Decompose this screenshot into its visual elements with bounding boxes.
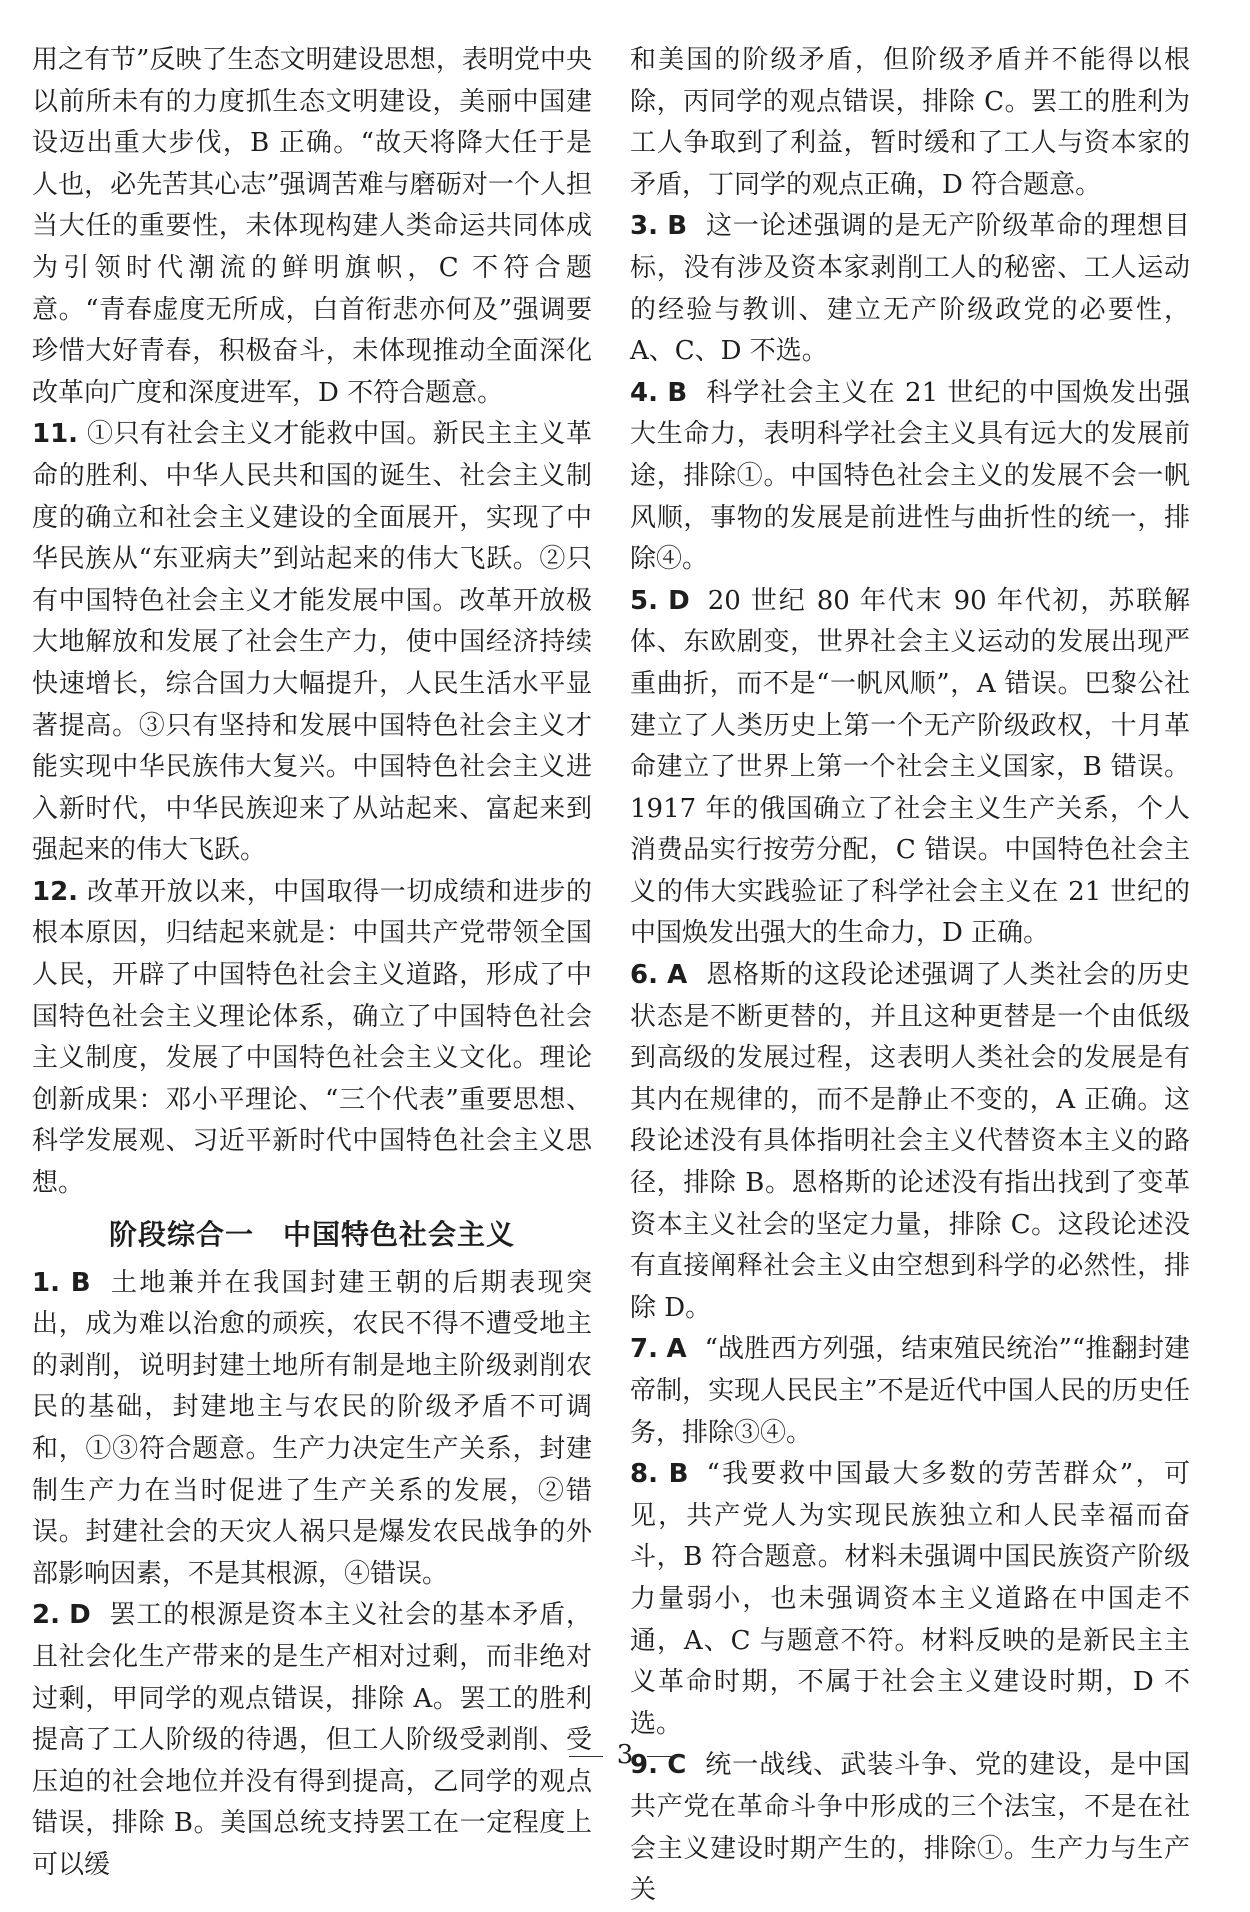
answer-letter: D (69, 1600, 91, 1631)
answer-text: “我要救中国最大多数的劳苦群众”，可见，共产党人为实现民族独立和人民幸福而奋斗，B 符合题意。材料未强调中国民族资产阶级力量弱小，也未强调资本主义道路在中国走不通，A、C 与题意不符。材料反映的是新民主主义革命时期，不属于社会主义建设时期，D 不选。 (630, 1459, 1191, 1739)
question-number: 2. (32, 1600, 60, 1631)
answer-letter: B (667, 211, 688, 242)
answer-text: 统一战线、武装斗争、党的建设，是中国共产党在革命斗争中形成的三个法宝，不是在社会主义建设时期产生的，排除①。生产力与生产关 (630, 1750, 1190, 1906)
question-number: 6. (630, 960, 658, 991)
question-number: 9. (630, 1750, 658, 1781)
question-number: 4. (630, 377, 658, 408)
question-number: 8. (630, 1459, 658, 1490)
page-footer (0, 1740, 1250, 1770)
answer-letter: A (667, 960, 688, 991)
answer-letter: D (668, 585, 690, 616)
page-number: 3 (616, 1740, 634, 1770)
question-number: 1. (32, 1267, 60, 1298)
right-column (630, 40, 1190, 1912)
answer-s5 (630, 581, 1190, 955)
answer-s3 (630, 206, 1190, 372)
answer-text: 改革开放以来，中国取得一切成绩和进步的根本原因，归结起来就是：中国共产党带领全国人民，开辟了中国特色社会主义道路，形成了中国特色社会主义理论体系，确立了中国特色社会主义制度，发展了中国特色社会主义文化。理论创新成果：邓小平理论、“三个代表”重要思想、科学发展观、习近平新时代中国特色社会主义思想。 (32, 876, 592, 1199)
answer-12 (32, 872, 592, 1205)
footer-dash-left (569, 1756, 603, 1757)
left-column (32, 40, 592, 1887)
answer-s6 (630, 955, 1190, 1329)
answer-text: 20 世纪 80 年代末 90 年代初，苏联解体、东欧剧变，世界社会主义运动的发展出现严重曲折，而不是“一帆风顺”，A 错误。巴黎公社建立了人类历史上第一个无产阶级政权，十月革命建立了世界上第一个社会主义国家，B 错误。1917 年的俄国确立了社会主义生产关系，个人消费品实行按劳分配，C 错误。中国特色社会主义的伟大实践验证了科学社会主义在 21 世纪的中国焕发出强大的生命力，D 正确。 (630, 585, 1190, 949)
answer-letter: A (666, 1334, 687, 1365)
answer-text: 土地兼并在我国封建王朝的后期表现突出，成为难以治愈的顽疾，农民不得不遭受地主的剥削，说明封建土地所有制是地主阶级剥削农民的基础，封建地主与农民的阶级矛盾不可调和，①③符合题意。生产力决定生产关系，封建制生产力在当时促进了生产关系的发展，②错误。封建社会的天灾人祸只是爆发农民战争的外部影响因素，不是其根源，④错误。 (32, 1267, 592, 1589)
question-number: 7. (630, 1334, 658, 1365)
answer-s1 (32, 1263, 592, 1596)
answer-text: ①只有社会主义才能救中国。新民主主义革命的胜利、中华人民共和国的诞生、社会主义制度的确立和社会主义建设的全面展开，实现了中华民族从“东亚病夫”到站起来的伟大飞跃。②只有中国特色社会主义才能发展中国。改革开放极大地解放和发展了社会生产力，使中国经济持续快速增长，综合国力大幅提升，人民生活水平显著提高。③只有坚持和发展中国特色社会主义才能实现中华民族伟大复兴。中国特色社会主义进入新时代，中华民族迎来了从站起来、富起来到强起来的伟大飞跃。 (32, 419, 592, 866)
footer-dash-right (647, 1756, 681, 1757)
answer-s8 (630, 1454, 1190, 1745)
answer-s9 (630, 1745, 1190, 1911)
answer-11 (32, 414, 592, 872)
answer-s4 (630, 373, 1190, 581)
answer-letter: C (667, 1750, 687, 1781)
question-number: 12. (32, 876, 79, 907)
section-title: 阶段综合一 中国特色社会主义 (108, 1217, 515, 1251)
answer-letter: B (667, 377, 688, 408)
paragraph-continued: 用之有节”反映了生态文明建设思想，表明党中央以前所未有的力度抓生态文明建设，美丽中国建设迈出重大步伐，B 正确。“故天将降大任于是人也，必先苦其心志”强调苦难与磨砺对一个人担当大任的重要性，未体现构建人类命运共同体成为引领时代潮流的鲜明旗帜，C 不符合题意。“青春虚度无所成，白首衔悲亦何及”强调要珍惜大好青春，积极奋斗，未体现推动全面深化改革向广度和深度进军，D 不符合题意。 (32, 45, 592, 408)
paragraph-continued: 和美国的阶级矛盾，但阶级矛盾并不能得以根除，丙同学的观点错误，排除 C。罢工的胜利为工人争取到了利益，暂时缓和了工人与资本家的矛盾，丁同学的观点正确，D 符合题意。 (630, 45, 1190, 200)
answer-text: 科学社会主义在 21 世纪的中国焕发出强大生命力，表明科学社会主义具有远大的发展前途，排除①。中国特色社会主义的发展不会一帆风顺，事物的发展是前进性与曲折性的统一，排除④。 (630, 377, 1190, 575)
answer-letter: B (668, 1459, 689, 1490)
answer-text: 罢工的根源是资本主义社会的基本矛盾，且社会化生产带来的是生产相对过剩，而非绝对过剩，甲同学的观点错误，排除 A。罢工的胜利提高了工人阶级的待遇，但工人阶级受剥削、受压迫的社会地位并没有得到提高，乙同学的观点错误，排除 B。美国总统支持罢工在一定程度上可以缓 (32, 1600, 592, 1880)
answer-letter: B (70, 1267, 91, 1298)
answer-text: 恩格斯的这段论述强调了人类社会的历史状态是不断更替的，并且这种更替是一个由低级到高级的发展过程，这表明人类社会的发展是有其内在规律的，而不是静止不变的，A 正确。这段论述没有具体指明社会主义代替资本主义的路径，排除 B。恩格斯的论述没有指出找到了变革资本主义社会的坚定力量，排除 C。这段论述没有直接阐释社会主义由空想到科学的必然性，排除 D。 (630, 960, 1190, 1323)
answer-text: “战胜西方列强，结束殖民统治”“推翻封建帝制，实现人民民主”不是近代中国人民的历史任务，排除③④。 (630, 1334, 1190, 1448)
answer-s7 (630, 1329, 1190, 1454)
question-number: 11. (32, 419, 79, 450)
question-number: 3. (630, 211, 658, 242)
answer-text: 这一论述强调的是无产阶级革命的理想目标，没有涉及资本家剥削工人的秘密、工人运动的经验与教训、建立无产阶级政党的必要性，A、C、D 不选。 (630, 211, 1190, 367)
question-number: 5. (630, 585, 658, 616)
